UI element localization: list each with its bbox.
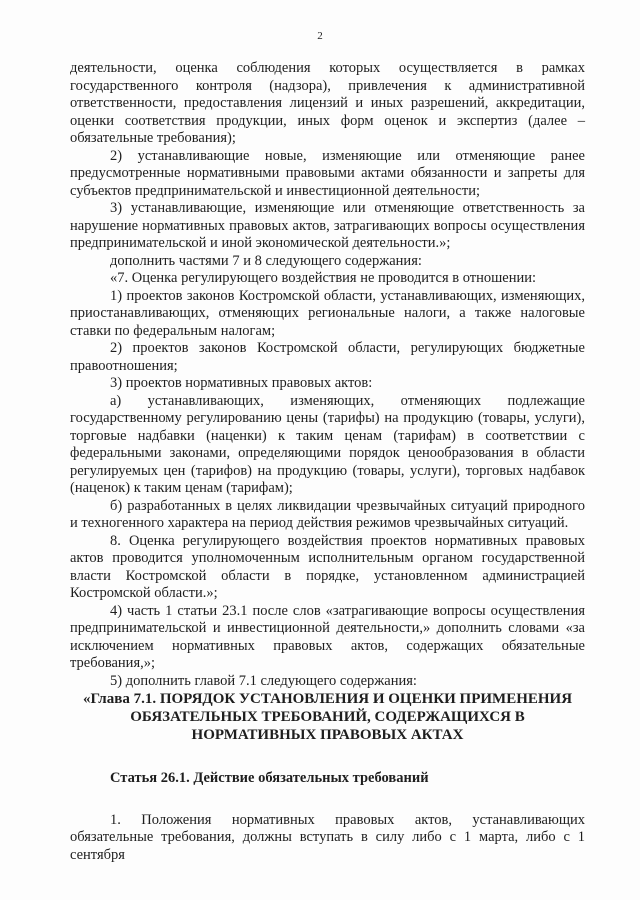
paragraph-continuation: деятельности, оценка соблюдения которых осуществляется в рамках государственного контроля (надзора), привлечения к административной ответственности, предоставления лицензий и иных разрешений, аккредитации, оценки соответствия продукции, иных форм оценок и экспертиз (далее – обязательные требования); [70, 60, 585, 146]
document-body [70, 60, 585, 864]
chapter-heading: «Глава 7.1. ПОРЯДОК УСТАНОВЛЕНИЯ И ОЦЕНКИ ПРИМЕНЕНИЯ ОБЯЗАТЕЛЬНЫХ ТРЕБОВАНИЙ, СОДЕРЖАЩИХСЯ В НОРМАТИВНЫХ ПРАВОВЫХ АКТАХ [82, 691, 573, 743]
article-heading: Статья 26.1. Действие обязательных требований [110, 770, 429, 786]
paragraph-subitem-b: б) разработанных в целях ликвидации чрезвычайных ситуаций природного и техногенного характера на период действия режимов чрезвычайных ситуаций. [70, 497, 585, 531]
paragraph-item-5: 5) дополнить главой 7.1 следующего содержания: [110, 672, 417, 689]
paragraph-part-7-item-3: 3) проектов нормативных правовых актов: [110, 375, 373, 391]
paragraph-item-3: 3) устанавливающие, изменяющие или отменяющие ответственность за нарушение нормативных правовых актов, затрагивающих вопросы осуществления предпринимательской и иной экономической деятельности.»; [70, 200, 585, 251]
paragraph-article-item-1: 1. Положения нормативных правовых актов, устанавливающих обязательные требования, должны вступать в силу либо с 1 марта, либо с 1 сентября [70, 811, 585, 863]
paragraph-part-7-item-2: 2) проектов законов Костромской области, регулирующих бюджетные правоотношения; [70, 340, 585, 374]
paragraph-subitem-a: а) устанавливающих, изменяющих, отменяющих подлежащие государственному регулированию цены (тарифы) на продукцию (товары, услуги), торговые надбавки (наценки) к таким ценам (тарифам) в соответствии с федеральными законами, определяющими порядок ценообразования в области регулируемых цен (тарифов) на продукцию (товары, услуги), торговых надбавок (наценок) к таким ценам (тарифам); [70, 392, 585, 496]
page-number: 2 [317, 30, 323, 42]
paragraph-item-2: 2) устанавливающие новые, изменяющие или отменяющие ранее предусмотренные нормативными правовыми актами обязанности и запреты для субъектов предпринимательской и инвестиционной деятельности; [70, 147, 585, 199]
paragraph-item-4: 4) часть 1 статьи 23.1 после слов «затрагивающие вопросы осуществления предпринимательской и инвестиционной деятельности,» дополнить словами «за исключением нормативных правовых актов, содержащих обязательные требования,»; [70, 602, 585, 671]
paragraph-part-8: 8. Оценка регулирующего воздействия проектов нормативных правовых актов проводится уполномоченным исполнительным органом государственной власти Костромской области в порядке, установленном администрацией Костромской области.»; [70, 532, 585, 601]
paragraph-amend-parts: дополнить частями 7 и 8 следующего содержания: [110, 252, 422, 269]
paragraph-part-7: «7. Оценка регулирующего воздействия не проводится в отношении: [110, 270, 537, 286]
paragraph-part-7-item-1: 1) проектов законов Костромской области, устанавливающих, изменяющих, приостанавливающих, отменяющих региональные налоги, а также налоговые ставки по федеральным налогам; [70, 287, 585, 339]
